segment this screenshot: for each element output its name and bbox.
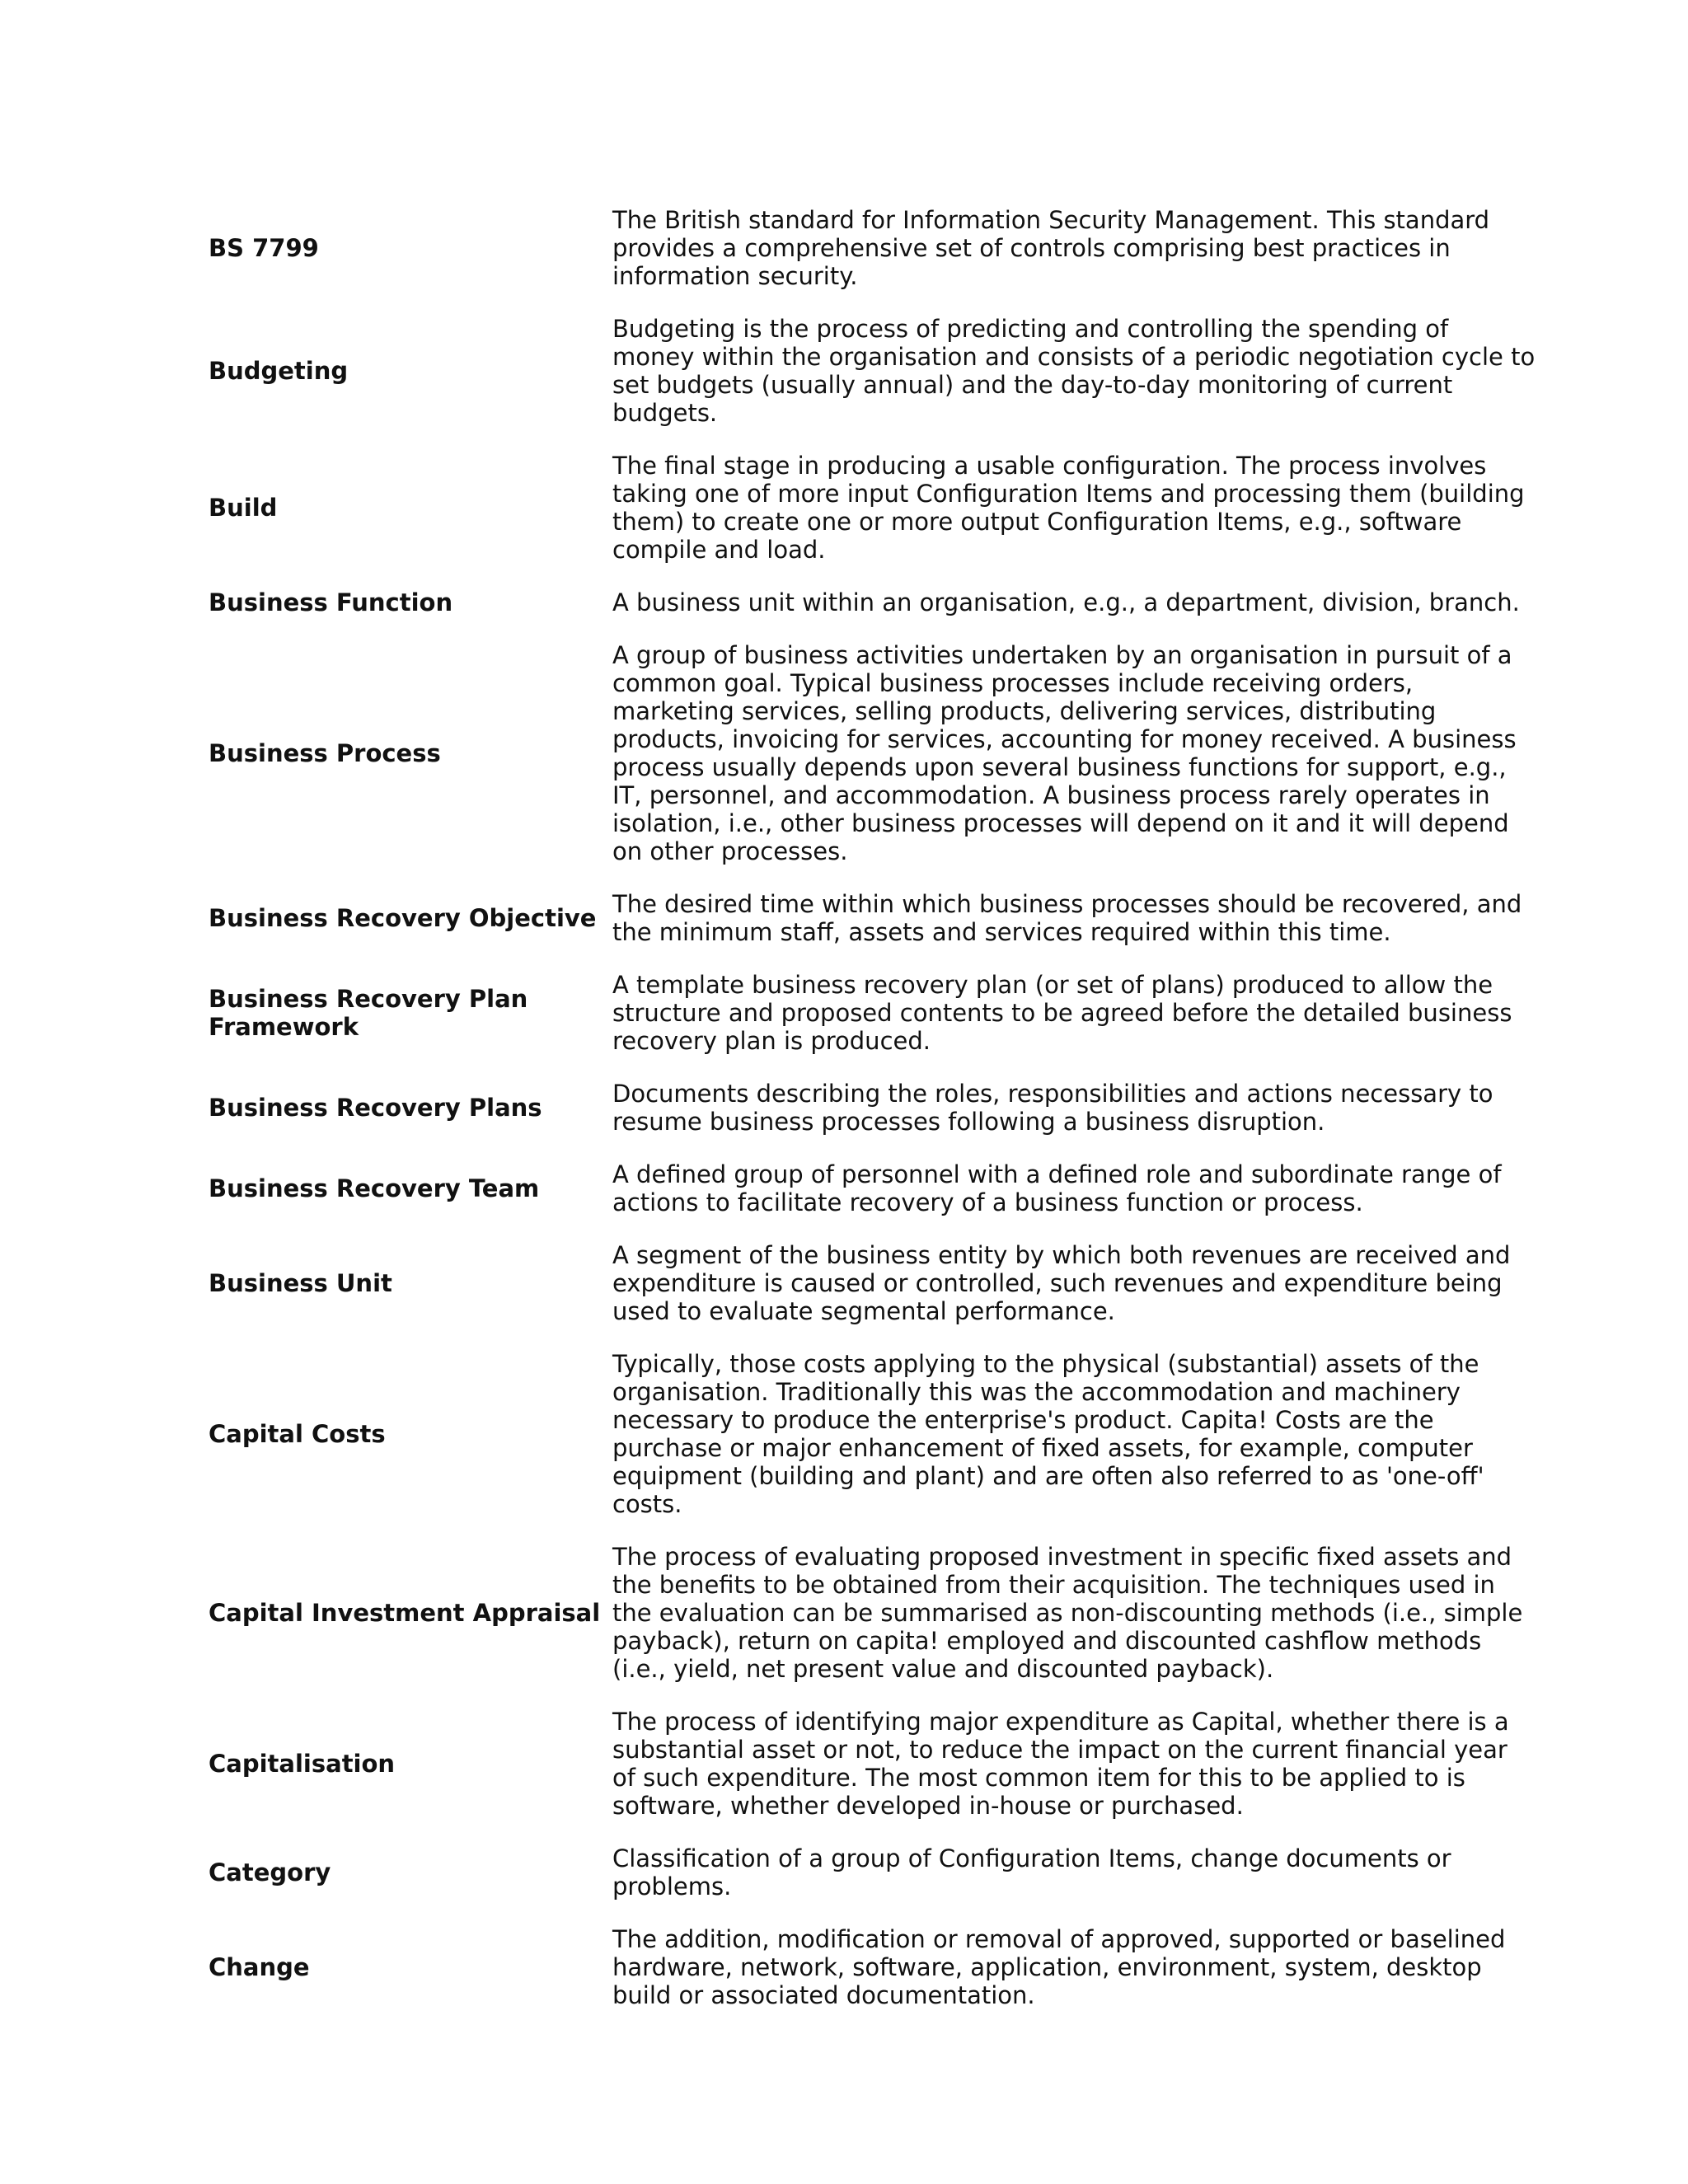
glossary-entry-business-recovery-team	[209, 1160, 1536, 1216]
glossary-term: Business Recovery Plan Framework	[209, 985, 528, 1041]
glossary-term: Budgeting	[209, 357, 349, 385]
glossary-definition: The addition, modification or removal of approved, supported or baselined hardware, network, software, application, environment, system, desktop build or associated documentation.	[612, 1925, 1506, 2009]
glossary-term: Capitalisation	[209, 1750, 396, 1778]
glossary-term: Category	[209, 1858, 331, 1886]
glossary-term: Capital Costs	[209, 1420, 386, 1448]
glossary-definition: The process of evaluating proposed investment in specific fixed assets and the benefits to be obtained from their acquisition. The techniques used in the evaluation can be summarised as non-discounting methods (i.e., simple payback), return on capita! employed and discounted cashflow methods (i.e., yield, net present value and discounted payback).	[612, 1543, 1523, 1683]
glossary-list	[209, 206, 1536, 2034]
glossary-entry-business-recovery-plan-framework	[209, 971, 1536, 1055]
glossary-definition: A business unit within an organisation, e.g., a department, division, branch.	[612, 588, 1520, 616]
glossary-entry-build	[209, 452, 1536, 564]
glossary-entry-capitalisation	[209, 1708, 1536, 1820]
glossary-definition: A segment of the business entity by which both revenues are received and expenditure is caused or controlled, such revenues and expenditure being used to evaluate segmental performance.	[612, 1241, 1511, 1325]
glossary-term: Capital Investment Appraisal	[209, 1599, 601, 1627]
glossary-definition: A template business recovery plan (or set of plans) produced to allow the structure and proposed contents to be agreed before the detailed business recovery plan is produced.	[612, 971, 1512, 1055]
glossary-definition: The process of identifying major expenditure as Capital, whether there is a substantial asset or not, to reduce the impact on the current financial year of such expenditure. The most common item for this to be applied to is software, whether developed in-house or purchased.	[612, 1708, 1509, 1820]
glossary-entry-budgeting	[209, 315, 1536, 427]
glossary-definition: A defined group of personnel with a defined role and subordinate range of actions to facilitate recovery of a business function or process.	[612, 1160, 1502, 1216]
glossary-entry-bs-7799	[209, 206, 1536, 290]
glossary-term: Change	[209, 1953, 310, 1981]
glossary-entry-capital-costs	[209, 1350, 1536, 1518]
glossary-definition: Classification of a group of Configuration Items, change documents or problems.	[612, 1844, 1451, 1900]
glossary-entry-business-process	[209, 641, 1536, 865]
glossary-term: Business Recovery Objective	[209, 904, 597, 932]
glossary-term: Business Recovery Team	[209, 1174, 540, 1202]
glossary-definition: The British standard for Information Security Management. This standard provides a comprehensive set of controls comprising best practices in information security.	[612, 206, 1490, 290]
glossary-term: Business Unit	[209, 1269, 392, 1297]
glossary-entry-category	[209, 1844, 1536, 1900]
glossary-term: Business Function	[209, 588, 453, 616]
glossary-term: Build	[209, 494, 278, 522]
glossary-entry-capital-investment-appraisal	[209, 1543, 1536, 1683]
glossary-term: BS 7799	[209, 234, 319, 262]
glossary-entry-business-function	[209, 588, 1536, 616]
glossary-entry-business-recovery-objective	[209, 890, 1536, 946]
glossary-definition: The desired time within which business processes should be recovered, and the minimum staff, assets and services required within this time.	[612, 890, 1522, 946]
glossary-term: Business Process	[209, 739, 441, 767]
glossary-entry-business-recovery-plans	[209, 1080, 1536, 1136]
glossary-definition: The final stage in producing a usable configuration. The process involves taking one of more input Configuration Items and processing them (building them) to create one or more output Configuration Items, e.g., software compile and load.	[612, 452, 1525, 564]
glossary-definition: Budgeting is the process of predicting and controlling the spending of money within the organisation and consists of a periodic negotiation cycle to set budgets (usually annual) and the day-to-day monitoring of current budgets.	[612, 315, 1536, 427]
glossary-entry-business-unit	[209, 1241, 1536, 1325]
glossary-definition: Documents describing the roles, responsibilities and actions necessary to resume business processes following a business disruption.	[612, 1080, 1493, 1136]
glossary-term: Business Recovery Plans	[209, 1094, 542, 1122]
glossary-definition: Typically, those costs applying to the physical (substantial) assets of the organisation. Traditionally this was the accommodation and machinery necessary to produce the enterprise's product. Capita! Costs are the purchase or major enhancement of fixed assets, for example, computer equipment (building and plant) and are often also referred to as 'one-off' costs.	[612, 1350, 1484, 1518]
glossary-definition: A group of business activities undertaken by an organisation in pursuit of a common goal. Typical business processes include receiving orders, marketing services, selling products, delivering services, distributing products, invoicing for services, accounting for money received. A business process usually depends upon several business functions for support, e.g., IT, personnel, and accommodation. A business process rarely operates in isolation, i.e., other business processes will depend on it and it will depend on other processes.	[612, 641, 1517, 865]
glossary-entry-change	[209, 1925, 1536, 2009]
